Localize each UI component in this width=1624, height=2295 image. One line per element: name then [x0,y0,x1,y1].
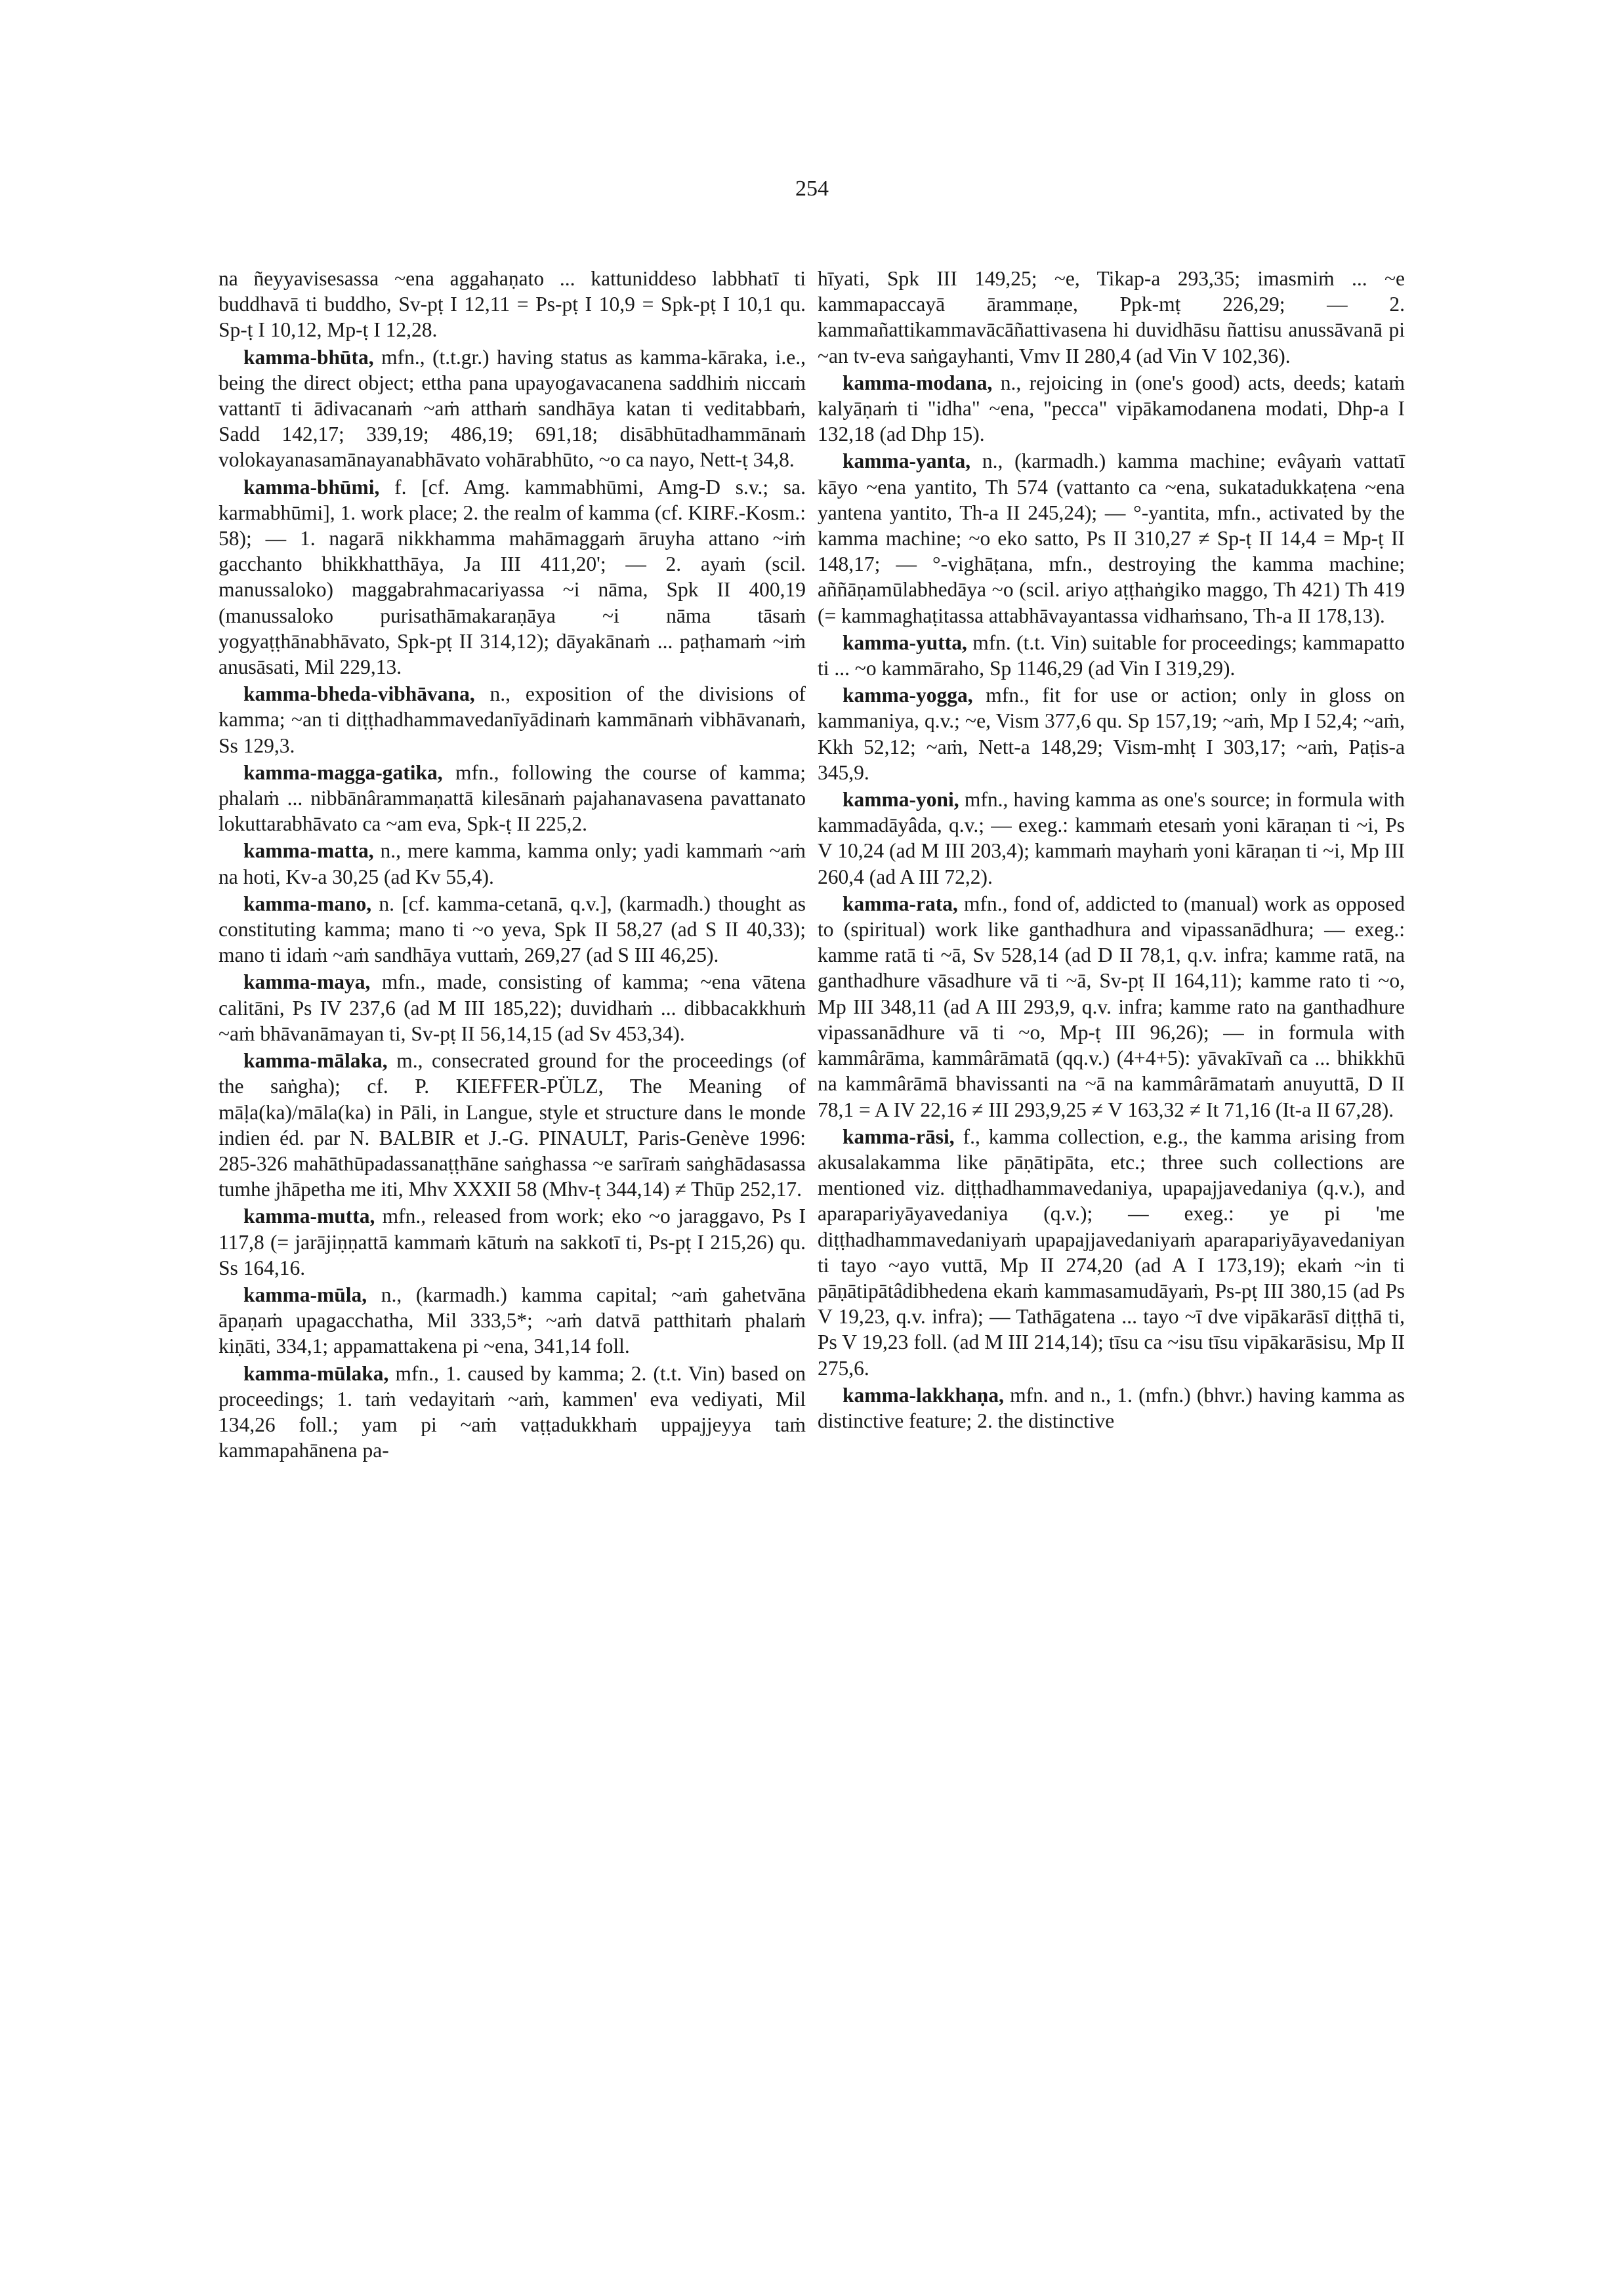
entry-text: mfn., made, consisting of kamma; ~ena vātena calitāni, Ps IV 237,6 (ad M III 185,22); duvidhaṁ ... dibbacakkhuṁ ~aṁ bhāvanāmayan ti, Sv-pṭ II 56,14,15 (ad Sv 453,34). [219,970,806,1045]
right-column [818,266,1405,1435]
entry-text: n., rejoicing in (one's good) acts, deeds; kataṁ kalyāṇaṁ ti "idha" ~ena, "pecca" vipākamodanena modati, Dhp-a I 132,18 (ad Dhp 15). [818,371,1405,446]
dictionary-entry [219,681,806,758]
dictionary-entry [219,474,806,680]
left-column [219,266,806,1464]
dictionary-entry [219,344,806,473]
dictionary-entry [818,891,1405,1123]
entry-text: mfn., having kamma as one's source; in formula with kammadāyâda, q.v.; — exeg.: kammaṁ etesaṁ yoni kāraṇan ti ~i, Ps V 10,24 (ad M III 203,4); kammaṁ mayhaṁ yoni kāraṇan ti ~i, Mp III 260,4 (ad A III 72,2). [818,788,1405,888]
headword: kamma-mano, [243,892,372,915]
entry-text: n., (karmadh.) kamma machine; evâyaṁ vattatī kāyo ~ena yantito, Th 574 (vattanto ca ~ena, sukatadukkaṭena ~ena yantena yantito, Th-a II 245,24); — °-yantita, mfn., activated by the kamma machine; ~o eko satto, Ps II 310,27 ≠ Sp-ṭ II 14,4 = Mp-ṭ II 148,17; — °-vighāṭana, mfn., destroying the kamma machine; aññāṇamūlabhedāya ~o (scil. ariyo aṭṭhaṅgiko maggo, Th 421) Th 419 (= kammaghaṭitassa attabhāvayantassa vidhaṁsano, Th-a II 178,13). [818,449,1405,627]
headword: kamma-bhūta, [243,345,374,369]
dictionary-entry [818,266,1405,369]
dictionary-entry [818,448,1405,628]
entry-text: mfn., fond of, addicted to (manual) work as opposed to (spiritual) work like ganthadhura and vipassanādhura; — exeg.: kamme ratā ti ~ā, Sv 528,14 (ad D II 78,1, q.v. infra; kamme ratā, na ganthadhure vāsadhure vā ti ~ā, Sv-pṭ II 164,11); kamme rato ti ~o, Mp III 348,11 (ad A III 293,9, q.v. infra; kamme rato na ganthadhure vipassanādhure vā ti ~o, Mp-ṭ III 96,26); — in formula with kammârāma, kammârāmatā (qq.v.) (4+4+5): yāvakīvañ ca ... bhikkhū na kammârāmā bhavissanti na ~ā na kammârāmataṁ anuyuttā, D II 78,1 = A IV 22,16 ≠ III 293,9,25 ≠ V 163,32 ≠ It 71,16 (It-a II 67,28). [818,892,1405,1121]
entry-text: n., exposition of the divisions of kamma; ~an ti diṭṭhadhammavedanīyādinaṁ kammānaṁ vibhāvanaṁ, Ss 129,3. [219,682,806,757]
headword: kamma-rāsi, [843,1125,955,1148]
entry-text: mfn., fit for use or action; only in gloss on kammaniya, q.v.; ~e, Vism 377,6 qu. Sp 157,19; ~aṁ, Mp I 52,4; ~aṁ, Kkh 52,12; ~aṁ, Nett-a 148,29; Vism-mhṭ I 303,17; ~aṁ, Paṭis-a 345,9. [818,684,1405,784]
dictionary-entry [219,1282,806,1359]
entry-text: f. [cf. Amg. kammabhūmi, Amg-D s.v.; sa. karmabhūmi], 1. work place; 2. the realm of kamma (cf. KIRF.-Kosm.: 58); — 1. nagarā nikkhamma mahāmaggaṁ āruyha attano ~iṁ gacchanto bhikkhatthāya, Ja III 411,20'; — 2. ayaṁ (scil. manussaloko) maggabrahmacariyassa ~i nāma, Spk II 400,19 (manussaloko purisathāmakaraṇāya ~i nāma tāsaṁ yogyaṭṭhānabhāvato, Spk-pṭ II 314,12); dāyakānaṁ ... paṭhamaṁ ~iṁ anusāsati, Mil 229,13. [219,475,806,679]
dictionary-entry [219,969,806,1046]
headword: kamma-yanta, [843,449,971,473]
dictionary-entry [818,1382,1405,1434]
headword: kamma-magga-gatika, [243,760,443,784]
dictionary-entry [219,760,806,837]
dictionary-entry [219,1203,806,1281]
headword: kamma-mūla, [243,1283,367,1306]
entry-text: n., (karmadh.) kamma capital; ~aṁ gahetvāna āpaṇaṁ upagacchatha, Mil 333,5*; ~aṁ datvā patthitaṁ phalaṁ kiṇāti, 334,1; appamattakena pi ~ena, 341,14 foll. [219,1283,806,1358]
dictionary-entry [818,630,1405,681]
entry-text: mfn., following the course of kamma; phalaṁ ... nibbānârammaṇattā kilesānaṁ pajahanavasena pavattanato lokuttarabhāvato ca ~am eva, Spk-ṭ II 225,2. [219,760,806,836]
entry-text: hīyati, Spk III 149,25; ~e, Tikap-a 293,35; imasmiṁ ... ~e kammapaccayā ārammaṇe, Ppk-mṭ 226,29; — 2. kammañattikammavācāñattivasena hi duvidhāsu ñattisu anussāvanā pi ~an tv-eva saṅgayhanti, Vmv II 280,4 (ad Vin V 102,36). [818,267,1405,367]
page-number: 254 [795,176,829,201]
headword: kamma-bheda-vibhāvana, [243,682,475,706]
headword: kamma-rata, [843,892,958,915]
entry-text: na ñeyyavisesassa ~ena aggahaṇato ... kattuniddeso labbhatī ti buddhavā ti buddho, Sv-pṭ I 12,11 = Ps-pṭ I 10,9 = Spk-pṭ I 10,1 qu. Sp-ṭ I 10,12, Mp-ṭ I 12,28. [219,267,806,342]
dictionary-entry [818,787,1405,890]
dictionary-entry [219,266,806,343]
headword: kamma-mūlaka, [243,1361,389,1385]
dictionary-entry [818,370,1405,447]
dictionary-entry [219,891,806,968]
entry-text: mfn., 1. caused by kamma; 2. (t.t. Vin) based on proceedings; 1. taṁ vedayitaṁ ~aṁ, kammen' eva vediyati, Mil 134,26 foll.; yam pi ~aṁ vaṭṭadukkhaṁ uppajjeyya taṁ kammapahānena pa- [219,1361,806,1462]
headword: kamma-mālaka, [243,1049,388,1073]
headword: kamma-maya, [243,970,371,994]
entry-text: n., mere kamma, kamma only; yadi kammaṁ ~aṁ na hoti, Kv-a 30,25 (ad Kv 55,4). [219,839,806,888]
headword: kamma-modana, [843,371,993,394]
headword: kamma-yoni, [843,788,959,812]
headword: kamma-lakkhaṇa, [843,1383,1004,1407]
headword: kamma-matta, [243,839,374,863]
headword: kamma-bhūmi, [243,475,380,499]
dictionary-entry [818,1124,1405,1381]
headword: kamma-yutta, [843,631,967,654]
entry-text: n. [cf. kamma-cetanā, q.v.], (karmadh.) thought as constituting kamma; mano ti ~o yeva, Spk II 58,27 (ad S II 40,33); mano ti idaṁ ~aṁ sandhāya vuttaṁ, 269,27 (ad S III 46,25). [219,892,806,967]
entry-text: m., consecrated ground for the proceedings (of the saṅgha); cf. P. KIEFFER-PÜLZ, The Meaning of māḷa(ka)/māla(ka) in Pāli, in Langue, style et structure dans le monde indien éd. par N. BALBIR et J.-G. PINAULT, Paris-Genève 1996: 285-326 mahāthūpadassanaṭṭhāne saṅghassa ~e sarīraṁ saṅghādasassa tumhe jhāpetha me iti, Mhv XXXII 58 (Mhv-ṭ 344,14) ≠ Thūp 252,17. [219,1049,806,1201]
entry-text: mfn. (t.t. Vin) suitable for proceedings; kammapatto ti ... ~o kammāraho, Sp 1146,29 (ad Vin I 319,29). [818,631,1405,680]
dictionary-entry [219,1361,806,1464]
entry-text: f., kamma collection, e.g., the kamma arising from akusalakamma like pāṇātipāta, etc.; three such collections are mentioned viz. diṭṭhadhammavedaniya, upapajjavedaniya (q.v.), and aparapariyāyavedaniya (q.v.); — exeg.: ye pi 'me diṭṭhadhammavedaniyaṁ upapajjavedaniyaṁ aparapariyāyavedaniyan ti tayo ~ayo vuttā, Mp II 274,20 (ad A I 173,19); ekaṁ ~in ti pāṇātipātâdibhedena ekaṁ kammasamudāyaṁ, Ps-pṭ III 380,15 (ad Ps V 19,23, q.v. infra); — Tathāgatena ... tayo ~ī dve vipākarāsī diṭṭhā ti, Ps V 19,23 foll. (ad M III 214,14); tīsu ca ~isu tīsu vipākarāsisu, Mp II 275,6. [818,1125,1405,1380]
headword: kamma-mutta, [243,1205,375,1228]
dictionary-entry [219,1048,806,1202]
entry-text: mfn. and n., 1. (mfn.) (bhvr.) having kamma as distinctive feature; 2. the distinctive [818,1383,1405,1432]
dictionary-entry [219,838,806,889]
entry-text: mfn., released from work; eko ~o jaraggavo, Ps I 117,8 (= jarājiṇṇattā kammaṁ kātuṁ na sakkotī ti, Ps-pṭ I 215,26) qu. Ss 164,16. [219,1205,806,1279]
dictionary-entry [818,682,1405,785]
headword: kamma-yogga, [843,684,973,707]
entry-text: mfn., (t.t.gr.) having status as kamma-kāraka, i.e., being the direct object; ettha pana upayogavacanena saddhiṁ niccaṁ vattantī ti ādivacanaṁ ~aṁ atthaṁ sandhāya katan ti veditabbaṁ, Sadd 142,17; 339,19; 486,19; 691,18; disābhūtadhammānaṁ volokayanasamānayanabhāvato vohārabhūto, ~o ca nayo, Nett-ṭ 34,8. [219,345,806,472]
